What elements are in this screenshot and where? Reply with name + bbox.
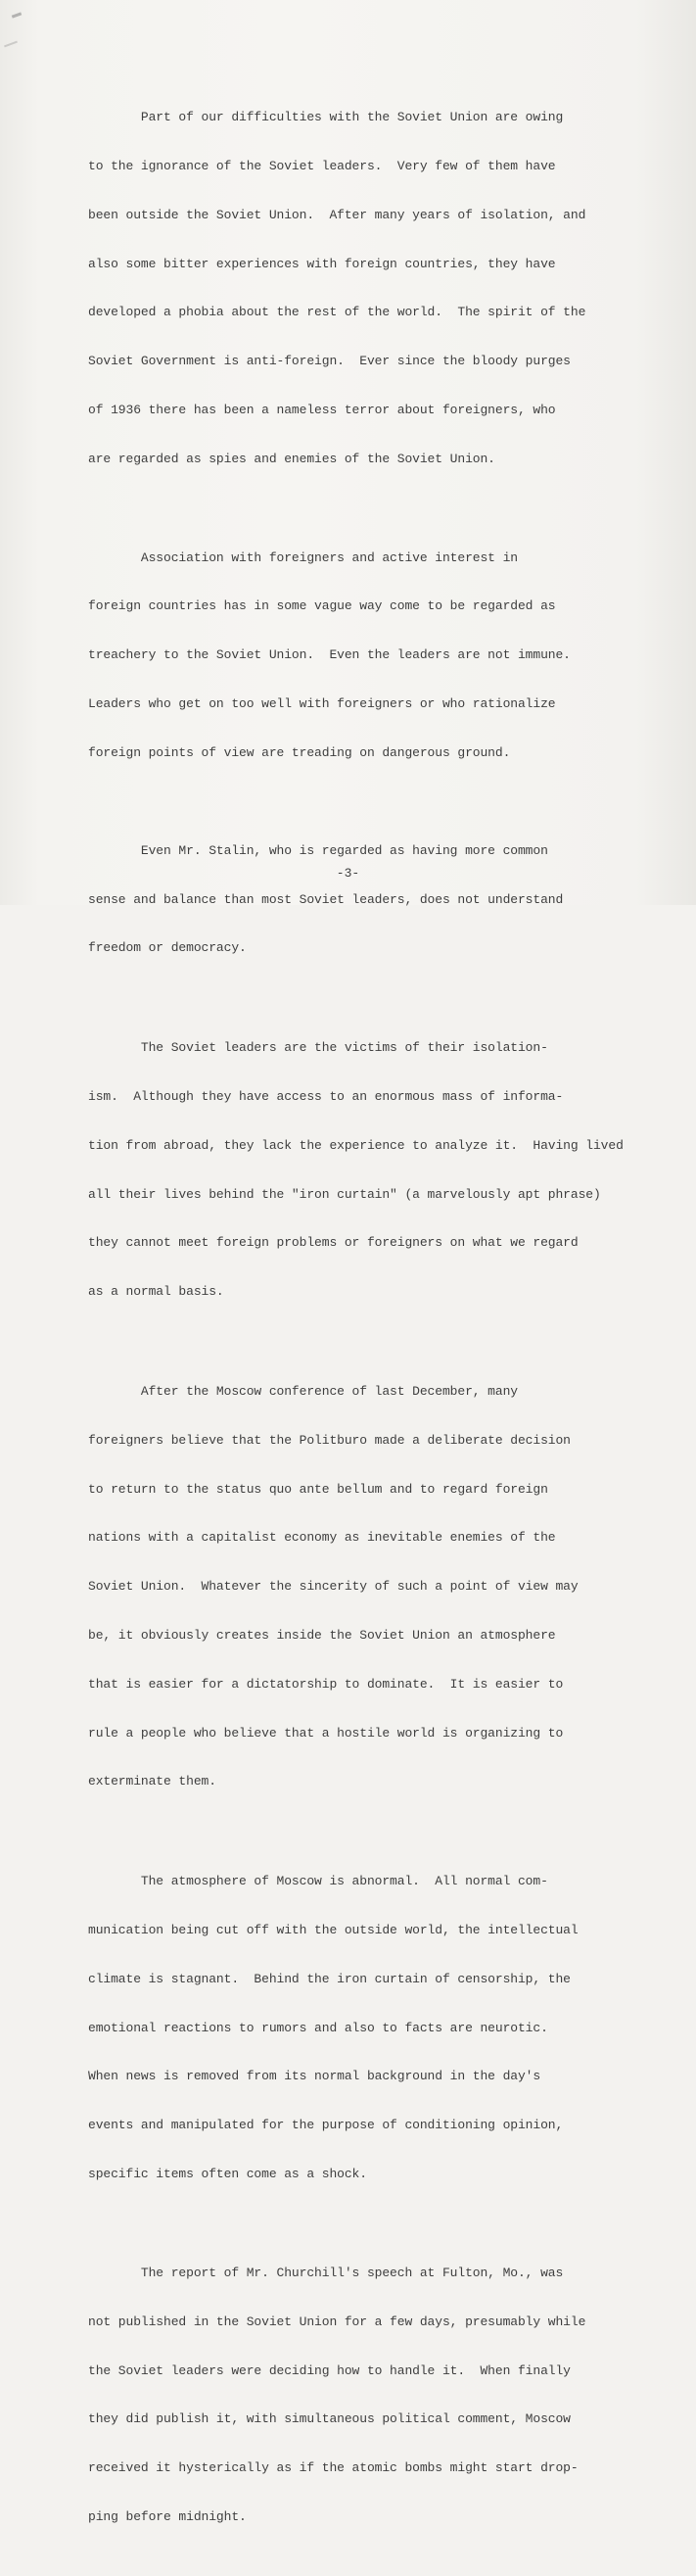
paragraph-3 [88, 811, 636, 990]
text-line: ism. Although they have access to an enormous mass of informa- [88, 1089, 564, 1105]
text-line: the Soviet leaders were deciding how to handle it. When finally [88, 2362, 571, 2378]
body-text [88, 77, 636, 2576]
text-line: foreign countries has in some vague way come to be regarded as [88, 598, 556, 614]
text-line: Association with foreigners and active interest in [88, 549, 518, 565]
text-line: are regarded as spies and enemies of the Soviet Union. [88, 451, 495, 466]
ink-mark [12, 12, 22, 18]
paragraph-4 [88, 1008, 636, 1333]
ink-mark [4, 41, 18, 48]
text-line: foreign points of view are treading on dangerous ground. [88, 744, 511, 760]
text-line: been outside the Soviet Union. After many years of isolation, and [88, 207, 586, 222]
paragraph-7 [88, 2233, 636, 2558]
text-line: also some bitter experiences with foreign countries, they have [88, 256, 556, 271]
text-line: specific items often come as a shock. [88, 2167, 367, 2182]
text-line: as a normal basis. [88, 1284, 224, 1300]
text-line: that is easier for a dictatorship to dominate. It is easier to [88, 1676, 564, 1692]
paragraph-1 [88, 77, 636, 500]
text-line: treachery to the Soviet Union. Even the leaders are not immune. [88, 647, 571, 663]
text-line: Part of our difficulties with the Soviet Union are owing [88, 110, 564, 125]
text-line: they did publish it, with simultaneous political comment, Moscow [88, 2411, 571, 2427]
text-line: be, it obviously creates inside the Soviet Union an atmosphere [88, 1628, 556, 1644]
text-line: Leaders who get on too well with foreigners or who rationalize [88, 695, 556, 711]
text-line: tion from abroad, they lack the experience to analyze it. Having lived [88, 1137, 624, 1153]
paragraph-5 [88, 1352, 636, 1823]
text-line: all their lives behind the "iron curtain" (a marvelously apt phrase) [88, 1186, 601, 1202]
text-line: After the Moscow conference of last December, many [88, 1384, 518, 1400]
text-line: they cannot meet foreign problems or foreigners on what we regard [88, 1235, 579, 1251]
text-line: Even Mr. Stalin, who is regarded as having more common [88, 842, 548, 858]
text-line: of 1936 there has been a nameless terror about foreigners, who [88, 402, 556, 417]
text-line: climate is stagnant. Behind the iron curtain of censorship, the [88, 1971, 571, 1986]
text-line: exterminate them. [88, 1774, 216, 1789]
text-line: to the ignorance of the Soviet leaders. Very few of them have [88, 158, 556, 173]
text-line: freedom or democracy. [88, 940, 247, 956]
text-line: received it hysterically as if the atomic bombs might start drop- [88, 2460, 579, 2476]
text-line: not published in the Soviet Union for a few days, presumably while [88, 2314, 586, 2329]
text-line: munication being cut off with the outside world, the intellectual [88, 1923, 579, 1938]
text-line: The report of Mr. Churchill's speech at Fulton, Mo., was [88, 2266, 564, 2280]
text-line: When news is removed from its normal background in the day's [88, 2069, 541, 2084]
text-line: nations with a capitalist economy as inevitable enemies of the [88, 1530, 556, 1546]
text-line: sense and balance than most Soviet leaders, does not understand [88, 891, 564, 907]
paragraph-6 [88, 1841, 636, 2216]
text-line: to return to the status quo ante bellum and to regard foreign [88, 1481, 548, 1497]
text-line: Soviet Government is anti-foreign. Ever since the bloody purges [88, 354, 571, 369]
paragraph-2 [88, 517, 636, 793]
text-line: The atmosphere of Moscow is abnormal. All normal com- [88, 1874, 548, 1889]
text-line: emotional reactions to rumors and also to facts are neurotic. [88, 2020, 548, 2035]
text-line: Soviet Union. Whatever the sincerity of such a point of view may [88, 1579, 579, 1595]
text-line: The Soviet leaders are the victims of their isolation- [88, 1040, 548, 1056]
page-number: -3- [336, 866, 360, 881]
text-line: rule a people who believe that a hostile world is organizing to [88, 1725, 564, 1741]
text-line: foreigners believe that the Politburo made a deliberate decision [88, 1432, 571, 1448]
text-line: developed a phobia about the rest of the world. The spirit of the [88, 305, 586, 320]
text-line: events and manipulated for the purpose of conditioning opinion, [88, 2118, 564, 2133]
text-line: ping before midnight. [88, 2508, 247, 2524]
